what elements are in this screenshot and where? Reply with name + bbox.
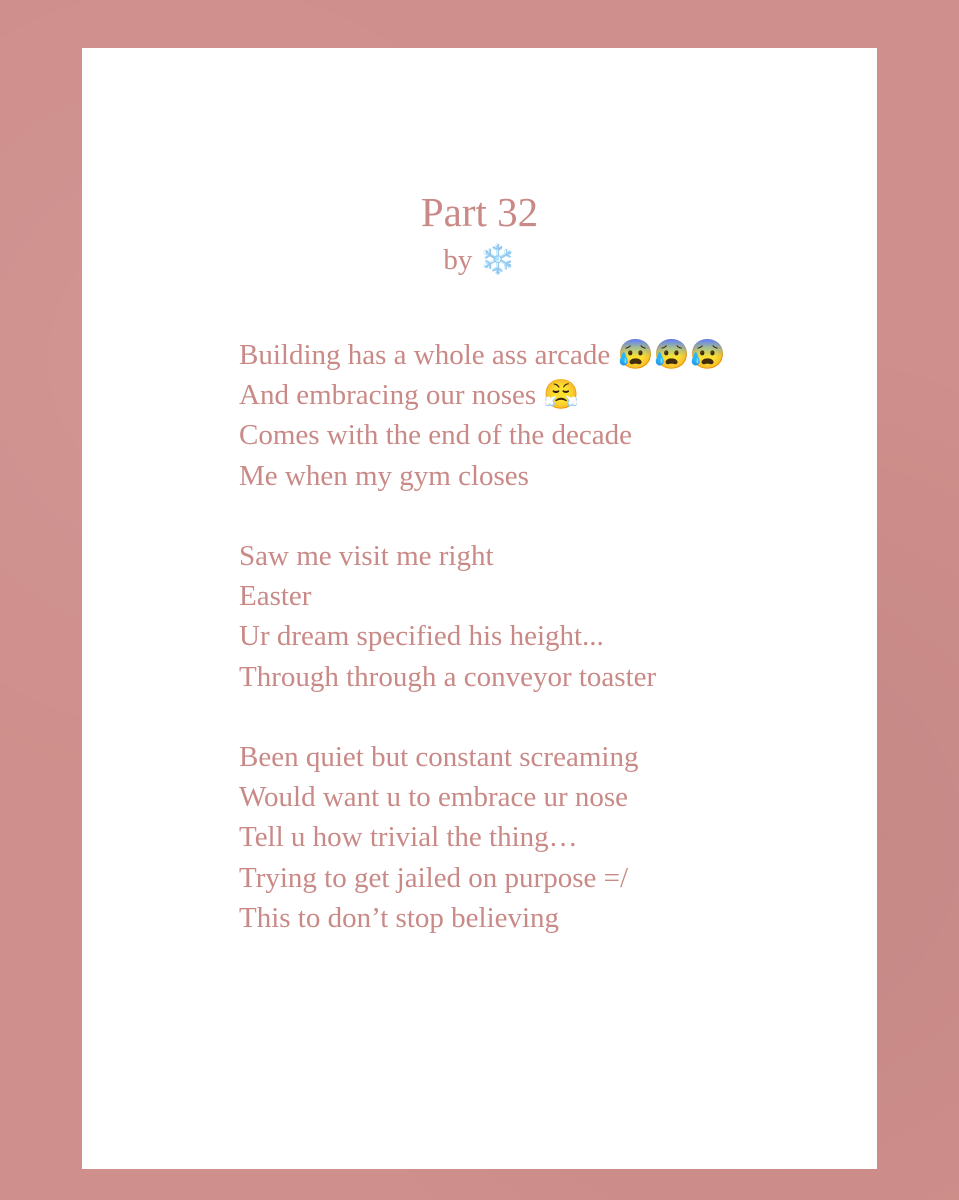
poem-line: Through through a conveyor toaster: [239, 660, 657, 693]
poem-line: Ur dream specified his height...: [239, 620, 604, 653]
poem-line: Trying to get jailed on purpose =/: [239, 861, 629, 894]
poem-line: Me when my gym closes: [239, 459, 529, 492]
poem-title: Part 32: [420, 189, 539, 235]
poem-line: Tell u how trivial the thing…: [239, 821, 578, 854]
poem-line: Would want u to embrace ur nose: [239, 781, 629, 814]
poem-line: And embracing our noses 😤: [239, 379, 580, 412]
poem-card: [82, 48, 877, 1169]
poem-line: Easter: [239, 580, 312, 613]
poem-body: [239, 335, 726, 978]
poem-line: Been quiet but constant screaming: [239, 741, 639, 773]
poem-byline: by ❄️: [443, 244, 516, 276]
poem-line: Comes with the end of the decade: [239, 419, 632, 452]
stanza-2: [239, 536, 726, 697]
poem-line: Building has a whole ass arcade 😰😰😰: [239, 339, 726, 371]
stanza-3: [239, 737, 726, 938]
poem-line: Saw me visit me right: [239, 540, 494, 572]
poem-line: This to don’t stop believing: [239, 901, 560, 934]
stanza-1: [239, 335, 726, 496]
